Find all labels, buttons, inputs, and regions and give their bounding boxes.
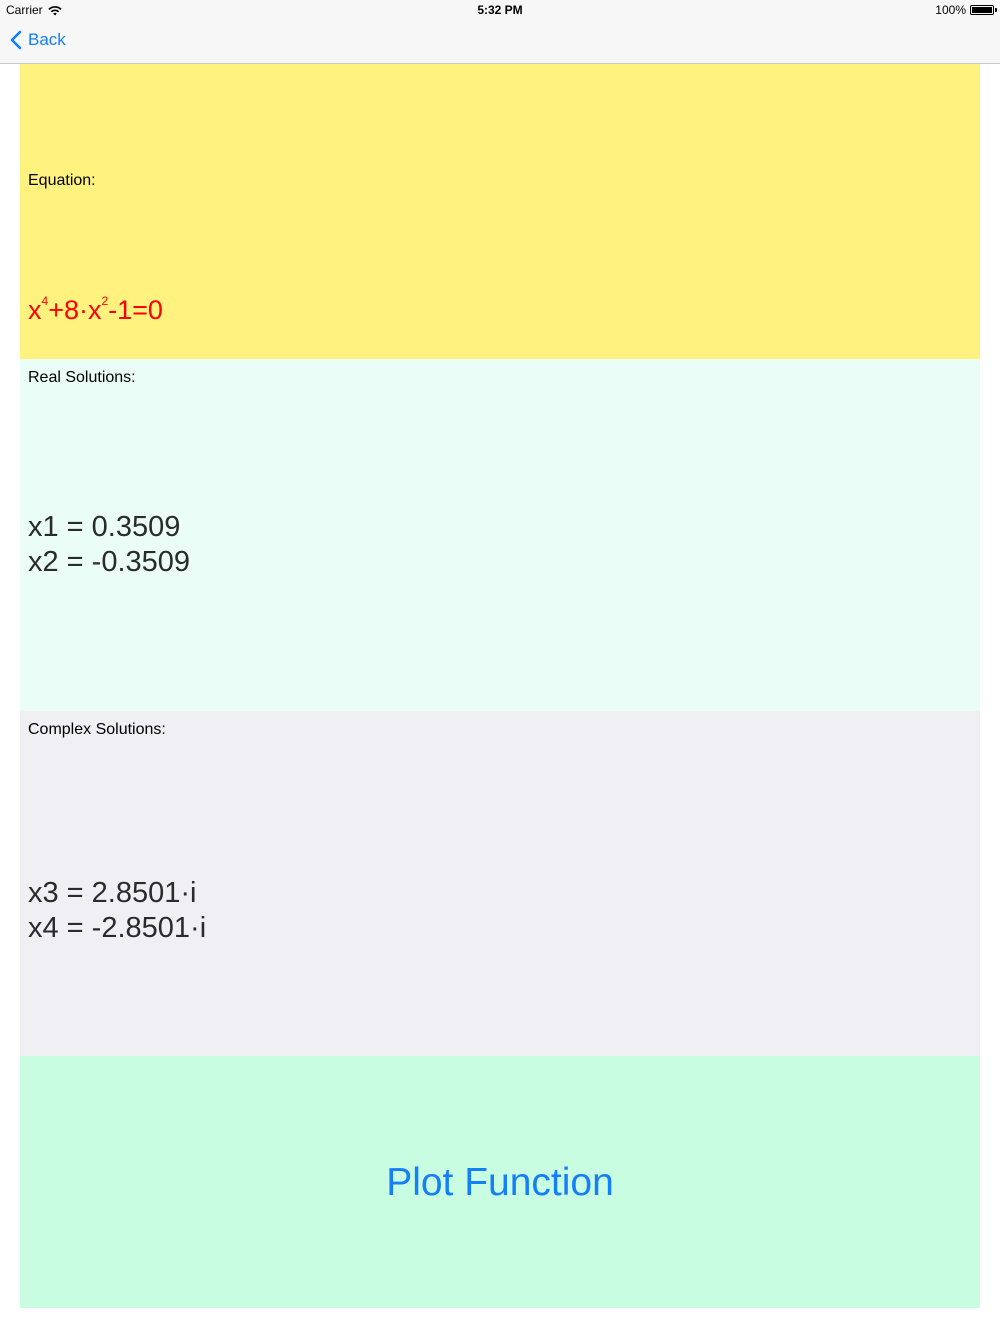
back-button-label: Back xyxy=(28,30,66,49)
status-time: 5:32 PM xyxy=(477,3,523,17)
equation-text: $x^4+8\cdot x^2-1=0$ xyxy=(28,294,163,325)
battery-percent: 100% xyxy=(935,3,966,17)
status-bar xyxy=(0,0,1000,22)
carrier-label: Carrier xyxy=(6,3,43,17)
plot-function-button[interactable] xyxy=(20,1056,980,1308)
real-solutions-label: Real Solutions: xyxy=(28,369,136,386)
solution-x3: x3 = 2.8501·i xyxy=(28,877,197,909)
chevron-left-icon xyxy=(10,30,22,50)
solution-x4: x4 = -2.8501·i xyxy=(28,912,207,944)
back-button[interactable] xyxy=(10,30,66,50)
complex-solutions-list xyxy=(28,876,206,946)
real-solutions-section xyxy=(20,359,980,711)
battery-icon xyxy=(970,5,994,15)
status-right xyxy=(935,3,994,17)
navigation-bar xyxy=(0,22,1000,64)
solution-x1: x1 = 0.3509 xyxy=(28,511,181,543)
equation-label: Equation: xyxy=(28,172,96,189)
solution-x2: x2 = -0.3509 xyxy=(28,546,191,578)
plot-function-label: Plot Function xyxy=(386,1161,614,1204)
complex-solutions-section xyxy=(20,711,980,1056)
equation-section xyxy=(20,64,980,359)
real-solutions-list xyxy=(28,510,190,580)
complex-solutions-label: Complex Solutions: xyxy=(28,721,166,738)
